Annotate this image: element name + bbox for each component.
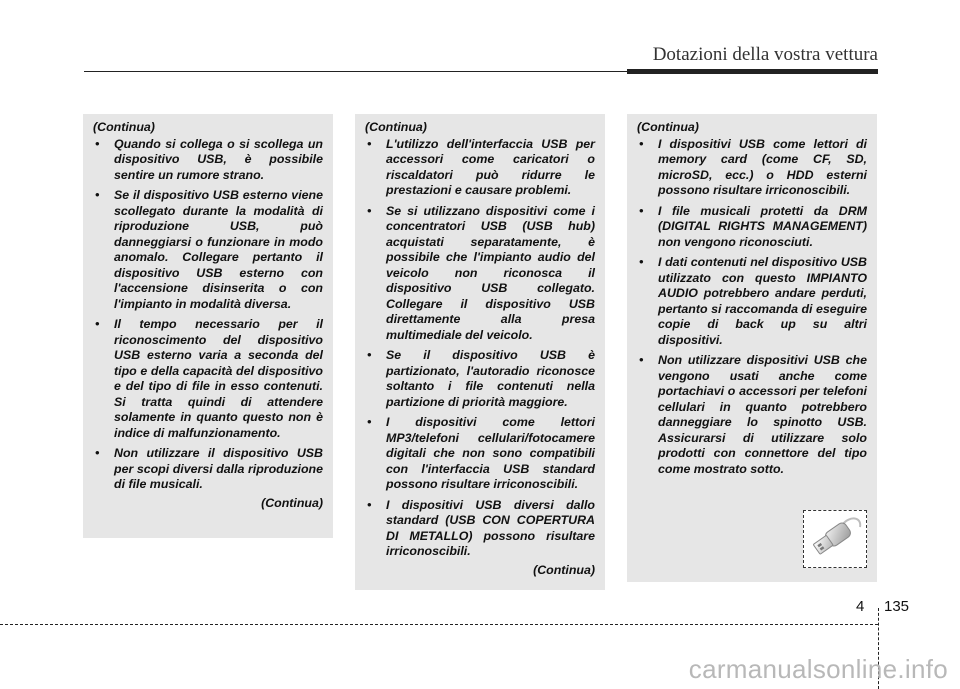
note-column-1 <box>83 114 333 538</box>
bullet-text: Il tempo necessario per il riconoscimento del dispositivo USB esterno varia a seconda del tipo e della capacità del dispositivo e del tipo di file in esso contenuti. Si tratta quindi di attendere solamente in quanto questo non è indice di malfunzionamento. <box>114 317 323 440</box>
usb-stick-image <box>803 510 867 568</box>
chapter-number: 4 <box>856 598 865 615</box>
bullet-text: I dispositivi USB come lettori di memory card (come CF, SD, microSD, ecc.) o HDD esterni possono risultare irriconoscibili. <box>658 136 867 197</box>
continued-heading: (Continua) <box>637 120 699 134</box>
bullet-item: • I file musicali protetti da DRM (DIGITAL RIGHTS MANAGEMENT) non vengono riconosciuti. <box>639 203 867 249</box>
bullet-text: I dispositivi come lettori MP3/telefoni cellulari/fotocamere digitali che non sono compatibili con l'interfaccia USB standard possono risultare irriconoscibili. <box>386 415 595 491</box>
bullet-item: • Se il dispositivo USB è partizionato, l'autoradio riconosce soltanto i file contenuti nella partizione di priorità maggiore. <box>367 348 595 409</box>
continued-footer: (Continua) <box>533 562 595 577</box>
bullet-text: I file musicali protetti da DRM (DIGITAL RIGHTS MANAGEMENT) non vengono riconosciuti. <box>658 203 867 249</box>
bullet-item: • I dati contenuti nel dispositivo USB utilizzato con questo IMPIANTO AUDIO potrebbero andare perduti, pertanto si raccomanda di eseguire copie di back up su altri dispositivi. <box>639 255 867 347</box>
note-column-3 <box>627 114 877 582</box>
watermark: carmanualsonline.info <box>688 654 948 684</box>
continued-heading: (Continua) <box>365 120 427 134</box>
bullet-item: • Quando si collega o si scollega un dispositivo USB, è possibile sentire un rumore strano. <box>95 136 323 182</box>
bullet-text: Non utilizzare dispositivi USB che vengono usati anche come portachiavi o accessori per telefoni cellulari in quanto potrebbero danneggiare lo spinotto USB. Assicurarsi di utilizzare solo prodotti con connettore del tipo come mostrato sotto. <box>658 353 867 476</box>
bullet-item: • I dispositivi come lettori MP3/telefoni cellulari/fotocamere digitali che non sono compatibili con l'interfaccia USB standard possono risultare irriconoscibili. <box>367 415 595 491</box>
page-number: 135 <box>884 598 910 615</box>
bullet-text: I dati contenuti nel dispositivo USB utilizzato con questo IMPIANTO AUDIO potrebbero andare perduti, pertanto si raccomanda di eseguire copie di back up su altri dispositivi. <box>658 255 867 347</box>
bullet-item: • I dispositivi USB diversi dallo standard (USB CON COPERTURA DI METALLO) possono risultare irriconoscibili. <box>367 497 595 558</box>
header-rule <box>84 71 627 72</box>
bullet-text: Non utilizzare il dispositivo USB per scopi diversi dalla riproduzione di file musicali. <box>114 446 323 491</box>
bullet-item: • I dispositivi USB come lettori di memory card (come CF, SD, microSD, ecc.) o HDD esterni possono risultare irriconoscibili. <box>639 136 867 197</box>
bullet-item: • L'utilizzo dell'interfaccia USB per accessori come caricatori o riscaldatori può ridurre le prestazioni e causare problemi. <box>367 136 595 197</box>
bullet-text: Se il dispositivo USB esterno viene scollegato durante la modalità di riproduzione USB, può danneggiarsi o funzionare in modo anomalo. Collegare pertanto il dispositivo USB esterno con l'accensione disinserita o con l'impianto in modalità diversa. <box>114 188 323 311</box>
bullet-text: Se il dispositivo USB è partizionato, l'autoradio riconosce soltanto i file contenuti nella partizione di priorità maggiore. <box>386 348 595 409</box>
header-rule-thick <box>627 69 878 74</box>
note-column-2 <box>355 114 605 590</box>
section-title: Dotazioni della vostra vettura <box>652 44 878 65</box>
footer-rule <box>0 624 878 625</box>
bullet-item: • Se il dispositivo USB esterno viene scollegato durante la modalità di riproduzione USB, può danneggiarsi o funzionare in modo anomalo. Collegare pertanto il dispositivo USB esterno con l'accensione disinserita o con l'impianto in modalità diversa. <box>95 188 323 311</box>
usb-stick-icon <box>804 511 866 567</box>
bullet-item: • Non utilizzare dispositivi USB che vengono usati anche come portachiavi o accessori per telefoni cellulari in quanto potrebbero danneggiare lo spinotto USB. Assicurarsi di utilizzare solo prodotti con connettore del tipo come mostrato sotto. <box>639 353 867 476</box>
bullet-item: • Se si utilizzano dispositivi come i concentratori USB (USB hub) acquistati separatamente, è possibile che l'impianto audio del veicolo non riconosca il dispositivo USB collegato. Collegare il dispositivo USB direttamente alla presa multimediale del veicolo. <box>367 203 595 342</box>
continued-heading: (Continua) <box>93 120 155 134</box>
continued-footer: (Continua) <box>261 495 323 510</box>
bullet-item: • Il tempo necessario per il riconoscimento del dispositivo USB esterno varia a seconda del tipo e della capacità del dispositivo e del tipo di file in esso contenuti. Si tratta quindi di attendere solamente in quanto questo non è indice di malfunzionamento. <box>95 317 323 440</box>
bullet-text: I dispositivi USB diversi dallo standard (USB CON COPERTURA DI METALLO) possono risultare irriconoscibili. <box>386 497 595 558</box>
bullet-text: Se si utilizzano dispositivi come i concentratori USB (USB hub) acquistati separatamente, è possibile che l'impianto audio del veicolo non riconosca il dispositivo USB collegato. Collegare il dispositivo USB direttamente alla presa multimediale del veicolo. <box>386 203 595 342</box>
bullet-item: • Non utilizzare il dispositivo USB per scopi diversi dalla riproduzione di file musicali. <box>95 446 323 491</box>
bullet-text: L'utilizzo dell'interfaccia USB per accessori come caricatori o riscaldatori può ridurre le prestazioni e causare problemi. <box>386 136 595 197</box>
bullet-text: Quando si collega o si scollega un dispositivo USB, è possibile sentire un rumore strano. <box>114 136 323 182</box>
